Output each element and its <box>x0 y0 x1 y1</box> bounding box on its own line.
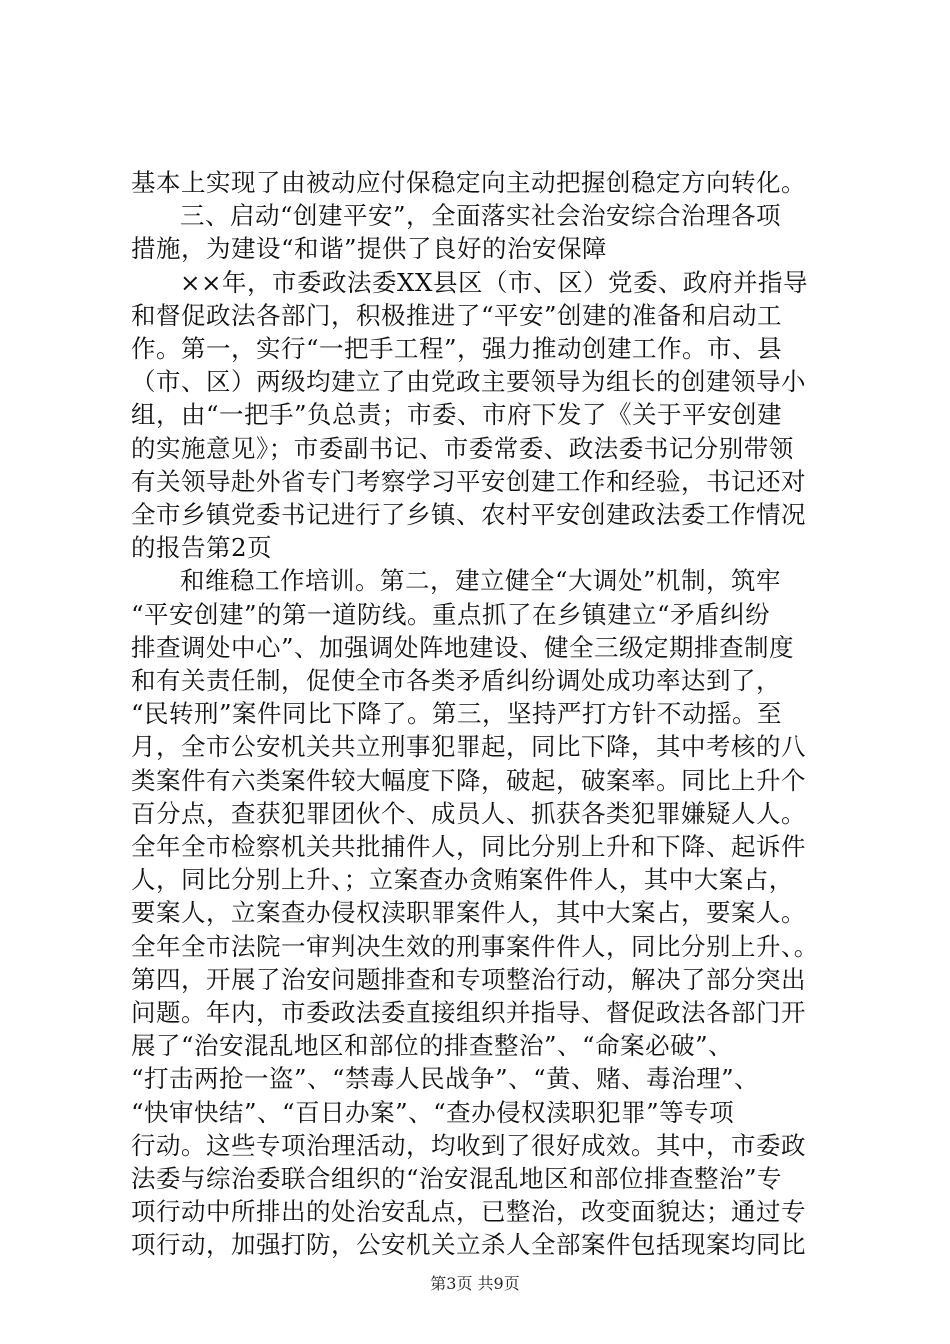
paragraph-line: 百分点，查获犯罪团伙个、成员人、抓获各类犯罪嫌疑人人。 <box>131 798 806 828</box>
paragraph-line: 人，同比分别上升、；立案查办贪贿案件件人，其中大案占， <box>131 865 794 895</box>
paragraph-line: 排查调处中心”、加强调处阵地建设、健全三级定期排查制度 <box>131 632 795 662</box>
paragraph-line: 月，全市公安机关共立刑事犯罪起，同比下降，其中考核的八 <box>131 732 806 762</box>
section-heading-line-1: 三、启动“创建平安”，全面落实社会治安综合治理各项 <box>180 201 782 231</box>
paragraph-line: 和维稳工作培训。第二，建立健全“大调处”机制，筑牢 <box>180 566 782 596</box>
paragraph-line: 项行动，加强打防，公安机关立杀人全部案件包括现案均同比 <box>131 1230 806 1260</box>
paragraph-line: 项行动中所排出的处治安乱点，已整治，改变面貌达；通过专 <box>131 1197 806 1227</box>
paragraph-line: “快审快结”、“百日办案”、“查办侵权渎职犯罪”等专项 <box>131 1097 735 1127</box>
paragraph-line: 的报告第2页 <box>131 533 273 563</box>
paragraph-line: 和督促政法各部门，积极推进了“平安”创建的准备和启动工 <box>131 300 783 330</box>
paragraph-line: 组，由“一把手”负总责；市委、市府下发了《关于平安创建 <box>131 400 783 430</box>
paragraph-line: “打击两抢一盗”、“禁毒人民战争”、“黄、赌、毒治理”、 <box>131 1064 760 1094</box>
paragraph-line: “民转刑”案件同比下降了。第三，坚持严打方针不动摇。至 <box>131 699 783 729</box>
paragraph-line: 全年全市检察机关共批捕件人，同比分别上升和下降、起诉件 <box>131 832 806 861</box>
section-heading-line-2: 措施，为建设“和谐”提供了良好的治安保障 <box>131 234 608 264</box>
paragraph-line: “平安创建”的第一道防线。重点抓了在乡镇建立“矛盾纠纷 <box>131 599 771 629</box>
paragraph-line: 的实施意见》；市委副书记、市委常委、政法委书记分别带领 <box>131 433 794 463</box>
paragraph-line: 全市乡镇党委书记进行了乡镇、农村平安创建政法委工作情况 <box>131 500 806 529</box>
paragraph-line: 有关领导赴外省专门考察学习平安创建工作和经验，书记还对 <box>131 466 806 496</box>
paragraph-line: 行动。这些专项治理活动，均收到了很好成效。其中，市委政 <box>131 1130 806 1160</box>
paragraph-line: 第四，开展了治安问题排查和专项整治行动，解决了部分突出 <box>131 964 806 994</box>
paragraph-line-1: 基本上实现了由被动应付保稳定向主动把握创稳定方向转化。 <box>131 168 806 197</box>
paragraph-line: 展了“治安混乱地区和部位的排查整治”、“命案必破”、 <box>131 1031 734 1061</box>
paragraph-line: 全年全市法院一审判决生效的刑事案件件人，同比分别上升、。 <box>131 931 819 961</box>
paragraph-line: 法委与综治委联合组织的“治安混乱地区和部位排查整治”专 <box>131 1164 783 1193</box>
paragraph-line: 问题。年内，市委政法委直接组织并指导、督促政法各部门开 <box>131 998 806 1027</box>
paragraph-line: 作。第一，实行“一把手工程”，强力推动创建工作。市、县 <box>131 334 783 363</box>
paragraph-line: 要案人，立案查办侵权渎职罪案件人，其中大案占，要案人。 <box>131 898 806 928</box>
paragraph-line: （市、区）两级均建立了由党政主要领导为组长的创建领导小 <box>131 367 806 397</box>
paragraph-line: ××年，市委政法委XX县区（市、区）党委、政府并指导 <box>180 267 808 297</box>
paragraph-line: 和有关责任制，促使全市各类矛盾纠纷调处成功率达到了， <box>131 666 781 695</box>
paragraph-line: 类案件有六类案件较大幅度下降，破起，破案率。同比上升个 <box>131 765 806 795</box>
page-footer: 第3页 共9页 <box>430 1274 520 1293</box>
